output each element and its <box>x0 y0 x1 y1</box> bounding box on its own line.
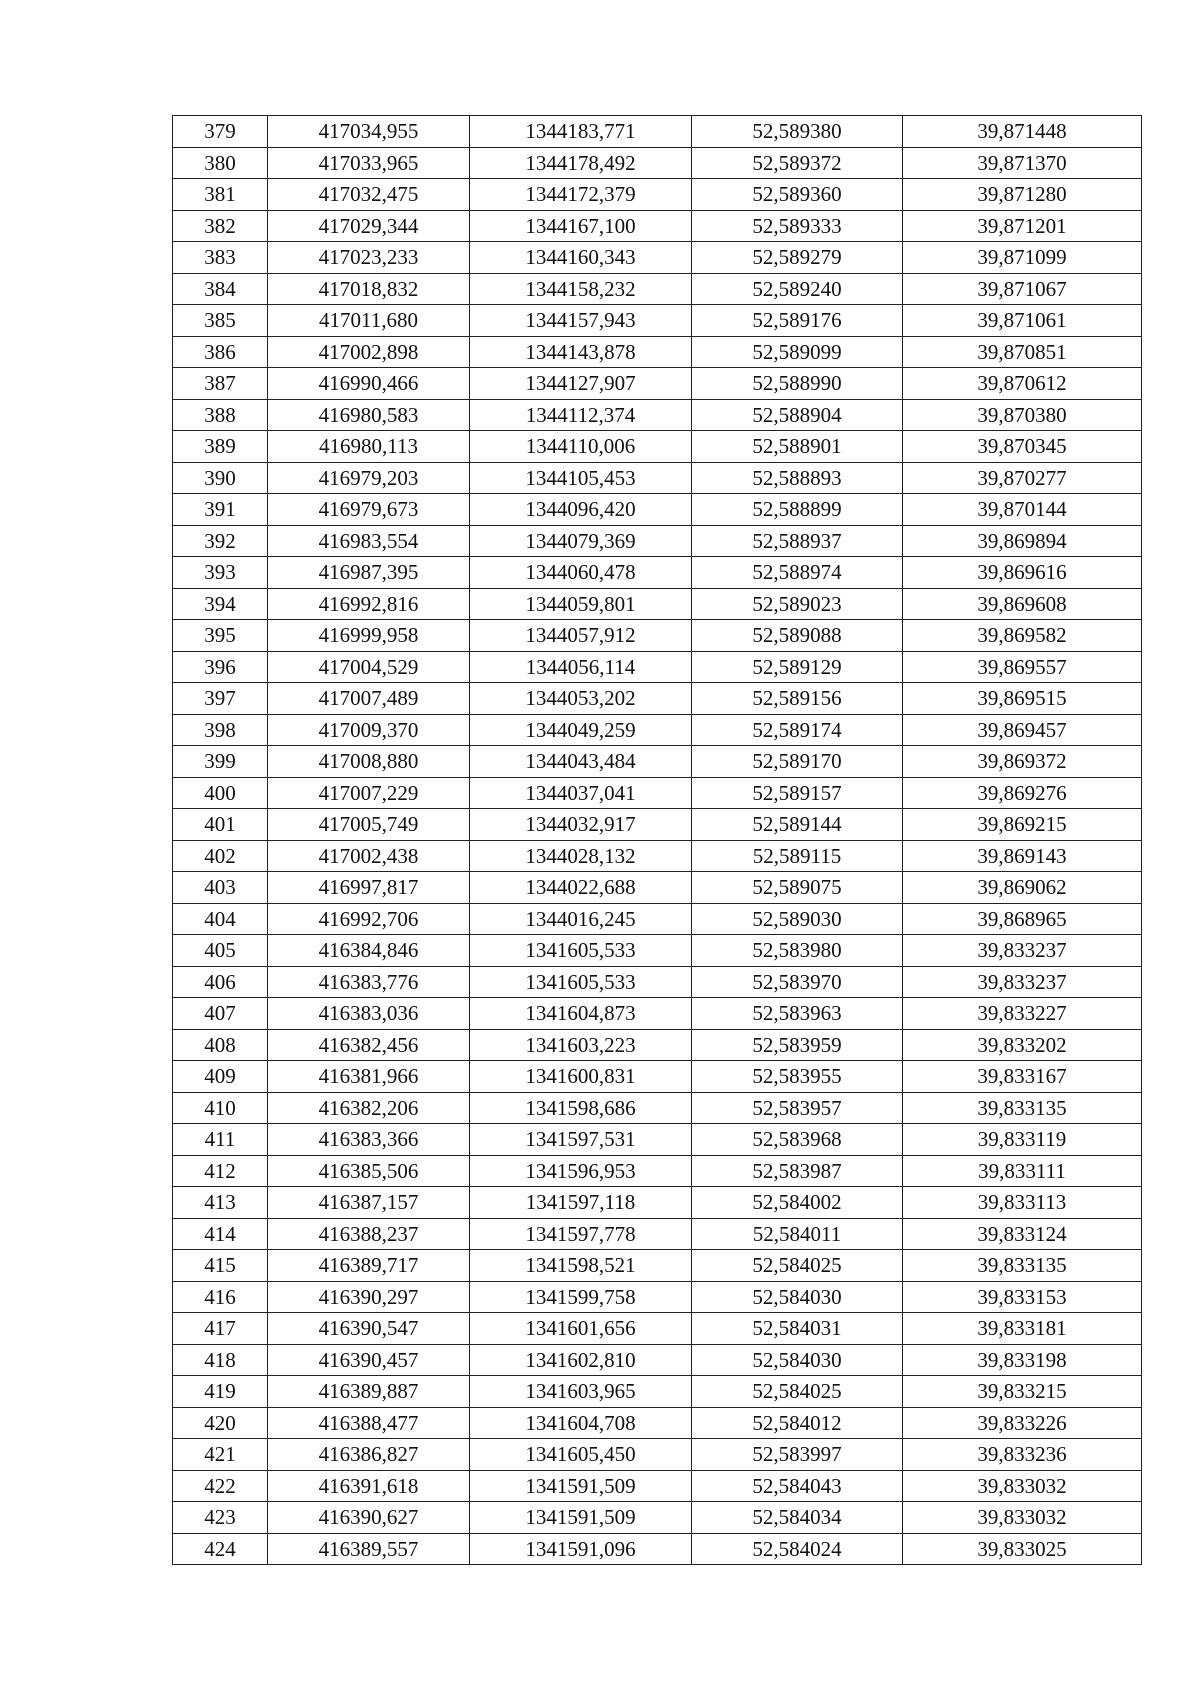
y-coordinate-cell: 1344056,114 <box>470 651 692 683</box>
latitude-cell: 52,588904 <box>692 399 903 431</box>
latitude-cell: 52,588893 <box>692 462 903 494</box>
x-coordinate-cell: 416383,366 <box>268 1124 470 1156</box>
x-coordinate-cell: 416992,816 <box>268 588 470 620</box>
x-coordinate-cell: 416386,827 <box>268 1439 470 1471</box>
table-row <box>173 777 1142 809</box>
x-coordinate-cell: 417029,344 <box>268 210 470 242</box>
y-coordinate-cell: 1344160,343 <box>470 242 692 274</box>
y-coordinate-cell: 1341597,118 <box>470 1187 692 1219</box>
longitude-cell: 39,833113 <box>903 1187 1142 1219</box>
table-row <box>173 1029 1142 1061</box>
y-coordinate-cell: 1344127,907 <box>470 368 692 400</box>
table-row <box>173 525 1142 557</box>
x-coordinate-cell: 417033,965 <box>268 147 470 179</box>
longitude-cell: 39,833226 <box>903 1407 1142 1439</box>
latitude-cell: 52,584043 <box>692 1470 903 1502</box>
x-coordinate-cell: 416389,557 <box>268 1533 470 1565</box>
table-row <box>173 840 1142 872</box>
y-coordinate-cell: 1341598,521 <box>470 1250 692 1282</box>
y-coordinate-cell: 1344157,943 <box>470 305 692 337</box>
latitude-cell: 52,588990 <box>692 368 903 400</box>
table-row <box>173 588 1142 620</box>
longitude-cell: 39,871201 <box>903 210 1142 242</box>
coordinates-table <box>172 115 1142 1565</box>
x-coordinate-cell: 417034,955 <box>268 116 470 148</box>
longitude-cell: 39,869515 <box>903 683 1142 715</box>
latitude-cell: 52,583963 <box>692 998 903 1030</box>
y-coordinate-cell: 1344096,420 <box>470 494 692 526</box>
y-coordinate-cell: 1341603,223 <box>470 1029 692 1061</box>
latitude-cell: 52,583970 <box>692 966 903 998</box>
x-coordinate-cell: 416388,477 <box>268 1407 470 1439</box>
table-row <box>173 1124 1142 1156</box>
latitude-cell: 52,589279 <box>692 242 903 274</box>
table-row <box>173 1313 1142 1345</box>
point-number-cell: 405 <box>173 935 268 967</box>
y-coordinate-cell: 1341600,831 <box>470 1061 692 1093</box>
x-coordinate-cell: 417023,233 <box>268 242 470 274</box>
table-row <box>173 1187 1142 1219</box>
latitude-cell: 52,584034 <box>692 1502 903 1534</box>
x-coordinate-cell: 417011,680 <box>268 305 470 337</box>
x-coordinate-cell: 416389,887 <box>268 1376 470 1408</box>
point-number-cell: 413 <box>173 1187 268 1219</box>
y-coordinate-cell: 1344167,100 <box>470 210 692 242</box>
latitude-cell: 52,589023 <box>692 588 903 620</box>
longitude-cell: 39,871448 <box>903 116 1142 148</box>
point-number-cell: 381 <box>173 179 268 211</box>
latitude-cell: 52,589240 <box>692 273 903 305</box>
point-number-cell: 409 <box>173 1061 268 1093</box>
table-row <box>173 462 1142 494</box>
point-number-cell: 398 <box>173 714 268 746</box>
x-coordinate-cell: 416983,554 <box>268 525 470 557</box>
x-coordinate-cell: 416389,717 <box>268 1250 470 1282</box>
y-coordinate-cell: 1341591,096 <box>470 1533 692 1565</box>
longitude-cell: 39,869276 <box>903 777 1142 809</box>
table-row <box>173 273 1142 305</box>
longitude-cell: 39,869062 <box>903 872 1142 904</box>
x-coordinate-cell: 417007,489 <box>268 683 470 715</box>
longitude-cell: 39,833227 <box>903 998 1142 1030</box>
y-coordinate-cell: 1344053,202 <box>470 683 692 715</box>
longitude-cell: 39,833237 <box>903 935 1142 967</box>
longitude-cell: 39,870144 <box>903 494 1142 526</box>
table-row <box>173 116 1142 148</box>
latitude-cell: 52,589174 <box>692 714 903 746</box>
y-coordinate-cell: 1344016,245 <box>470 903 692 935</box>
y-coordinate-cell: 1341601,656 <box>470 1313 692 1345</box>
latitude-cell: 52,589176 <box>692 305 903 337</box>
y-coordinate-cell: 1341605,533 <box>470 935 692 967</box>
latitude-cell: 52,584024 <box>692 1533 903 1565</box>
latitude-cell: 52,589099 <box>692 336 903 368</box>
x-coordinate-cell: 416999,958 <box>268 620 470 652</box>
x-coordinate-cell: 416384,846 <box>268 935 470 967</box>
x-coordinate-cell: 416390,627 <box>268 1502 470 1534</box>
latitude-cell: 52,583968 <box>692 1124 903 1156</box>
table-row <box>173 557 1142 589</box>
y-coordinate-cell: 1341604,708 <box>470 1407 692 1439</box>
latitude-cell: 52,589030 <box>692 903 903 935</box>
table-row <box>173 1218 1142 1250</box>
y-coordinate-cell: 1344032,917 <box>470 809 692 841</box>
y-coordinate-cell: 1344112,374 <box>470 399 692 431</box>
point-number-cell: 382 <box>173 210 268 242</box>
y-coordinate-cell: 1341596,953 <box>470 1155 692 1187</box>
point-number-cell: 385 <box>173 305 268 337</box>
table-row <box>173 1439 1142 1471</box>
point-number-cell: 410 <box>173 1092 268 1124</box>
table-row <box>173 242 1142 274</box>
latitude-cell: 52,583980 <box>692 935 903 967</box>
point-number-cell: 411 <box>173 1124 268 1156</box>
point-number-cell: 386 <box>173 336 268 368</box>
x-coordinate-cell: 416387,157 <box>268 1187 470 1219</box>
y-coordinate-cell: 1341602,810 <box>470 1344 692 1376</box>
point-number-cell: 416 <box>173 1281 268 1313</box>
x-coordinate-cell: 416979,203 <box>268 462 470 494</box>
latitude-cell: 52,589333 <box>692 210 903 242</box>
latitude-cell: 52,583987 <box>692 1155 903 1187</box>
longitude-cell: 39,869894 <box>903 525 1142 557</box>
x-coordinate-cell: 416382,206 <box>268 1092 470 1124</box>
longitude-cell: 39,869372 <box>903 746 1142 778</box>
longitude-cell: 39,833124 <box>903 1218 1142 1250</box>
y-coordinate-cell: 1344143,878 <box>470 336 692 368</box>
longitude-cell: 39,833135 <box>903 1250 1142 1282</box>
x-coordinate-cell: 416388,237 <box>268 1218 470 1250</box>
y-coordinate-cell: 1341591,509 <box>470 1470 692 1502</box>
point-number-cell: 418 <box>173 1344 268 1376</box>
latitude-cell: 52,589380 <box>692 116 903 148</box>
longitude-cell: 39,833167 <box>903 1061 1142 1093</box>
longitude-cell: 39,869557 <box>903 651 1142 683</box>
x-coordinate-cell: 417007,229 <box>268 777 470 809</box>
longitude-cell: 39,833237 <box>903 966 1142 998</box>
x-coordinate-cell: 416979,673 <box>268 494 470 526</box>
point-number-cell: 383 <box>173 242 268 274</box>
table-row <box>173 305 1142 337</box>
y-coordinate-cell: 1344105,453 <box>470 462 692 494</box>
table-row <box>173 903 1142 935</box>
table-row <box>173 746 1142 778</box>
table-row <box>173 431 1142 463</box>
point-number-cell: 388 <box>173 399 268 431</box>
x-coordinate-cell: 416997,817 <box>268 872 470 904</box>
longitude-cell: 39,833202 <box>903 1029 1142 1061</box>
longitude-cell: 39,870380 <box>903 399 1142 431</box>
longitude-cell: 39,833153 <box>903 1281 1142 1313</box>
latitude-cell: 52,588901 <box>692 431 903 463</box>
latitude-cell: 52,584025 <box>692 1250 903 1282</box>
longitude-cell: 39,871099 <box>903 242 1142 274</box>
point-number-cell: 399 <box>173 746 268 778</box>
latitude-cell: 52,588899 <box>692 494 903 526</box>
x-coordinate-cell: 417002,438 <box>268 840 470 872</box>
x-coordinate-cell: 416381,966 <box>268 1061 470 1093</box>
point-number-cell: 412 <box>173 1155 268 1187</box>
latitude-cell: 52,588937 <box>692 525 903 557</box>
point-number-cell: 406 <box>173 966 268 998</box>
point-number-cell: 387 <box>173 368 268 400</box>
longitude-cell: 39,871061 <box>903 305 1142 337</box>
table-row <box>173 651 1142 683</box>
x-coordinate-cell: 417018,832 <box>268 273 470 305</box>
x-coordinate-cell: 416382,456 <box>268 1029 470 1061</box>
x-coordinate-cell: 416987,395 <box>268 557 470 589</box>
table-row <box>173 714 1142 746</box>
point-number-cell: 380 <box>173 147 268 179</box>
y-coordinate-cell: 1344060,478 <box>470 557 692 589</box>
y-coordinate-cell: 1341597,531 <box>470 1124 692 1156</box>
point-number-cell: 408 <box>173 1029 268 1061</box>
longitude-cell: 39,869608 <box>903 588 1142 620</box>
latitude-cell: 52,589372 <box>692 147 903 179</box>
coordinates-table-body <box>173 116 1142 1565</box>
latitude-cell: 52,584012 <box>692 1407 903 1439</box>
longitude-cell: 39,833198 <box>903 1344 1142 1376</box>
longitude-cell: 39,833119 <box>903 1124 1142 1156</box>
point-number-cell: 404 <box>173 903 268 935</box>
point-number-cell: 423 <box>173 1502 268 1534</box>
latitude-cell: 52,589115 <box>692 840 903 872</box>
latitude-cell: 52,584025 <box>692 1376 903 1408</box>
point-number-cell: 401 <box>173 809 268 841</box>
latitude-cell: 52,583959 <box>692 1029 903 1061</box>
table-row <box>173 1092 1142 1124</box>
y-coordinate-cell: 1344178,492 <box>470 147 692 179</box>
table-row <box>173 620 1142 652</box>
y-coordinate-cell: 1344110,006 <box>470 431 692 463</box>
table-row <box>173 1155 1142 1187</box>
table-row <box>173 1344 1142 1376</box>
x-coordinate-cell: 416391,618 <box>268 1470 470 1502</box>
latitude-cell: 52,584031 <box>692 1313 903 1345</box>
longitude-cell: 39,833111 <box>903 1155 1142 1187</box>
longitude-cell: 39,869215 <box>903 809 1142 841</box>
y-coordinate-cell: 1344037,041 <box>470 777 692 809</box>
latitude-cell: 52,589157 <box>692 777 903 809</box>
latitude-cell: 52,583955 <box>692 1061 903 1093</box>
table-row <box>173 1533 1142 1565</box>
point-number-cell: 415 <box>173 1250 268 1282</box>
longitude-cell: 39,833025 <box>903 1533 1142 1565</box>
point-number-cell: 420 <box>173 1407 268 1439</box>
table-row <box>173 494 1142 526</box>
table-row <box>173 399 1142 431</box>
point-number-cell: 422 <box>173 1470 268 1502</box>
y-coordinate-cell: 1341605,450 <box>470 1439 692 1471</box>
table-row <box>173 1407 1142 1439</box>
point-number-cell: 390 <box>173 462 268 494</box>
latitude-cell: 52,583997 <box>692 1439 903 1471</box>
longitude-cell: 39,871067 <box>903 273 1142 305</box>
table-row <box>173 1281 1142 1313</box>
longitude-cell: 39,833236 <box>903 1439 1142 1471</box>
table-row <box>173 1470 1142 1502</box>
table-row <box>173 966 1142 998</box>
longitude-cell: 39,869143 <box>903 840 1142 872</box>
point-number-cell: 379 <box>173 116 268 148</box>
longitude-cell: 39,869457 <box>903 714 1142 746</box>
longitude-cell: 39,871280 <box>903 179 1142 211</box>
y-coordinate-cell: 1344158,232 <box>470 273 692 305</box>
point-number-cell: 384 <box>173 273 268 305</box>
y-coordinate-cell: 1344079,369 <box>470 525 692 557</box>
table-row <box>173 1061 1142 1093</box>
longitude-cell: 39,870612 <box>903 368 1142 400</box>
x-coordinate-cell: 417009,370 <box>268 714 470 746</box>
latitude-cell: 52,589129 <box>692 651 903 683</box>
latitude-cell: 52,584030 <box>692 1344 903 1376</box>
x-coordinate-cell: 417002,898 <box>268 336 470 368</box>
table-row <box>173 872 1142 904</box>
x-coordinate-cell: 417005,749 <box>268 809 470 841</box>
y-coordinate-cell: 1344057,912 <box>470 620 692 652</box>
point-number-cell: 421 <box>173 1439 268 1471</box>
point-number-cell: 419 <box>173 1376 268 1408</box>
y-coordinate-cell: 1344022,688 <box>470 872 692 904</box>
longitude-cell: 39,868965 <box>903 903 1142 935</box>
longitude-cell: 39,871370 <box>903 147 1142 179</box>
point-number-cell: 403 <box>173 872 268 904</box>
x-coordinate-cell: 416990,466 <box>268 368 470 400</box>
y-coordinate-cell: 1341605,533 <box>470 966 692 998</box>
table-row <box>173 809 1142 841</box>
table-row <box>173 336 1142 368</box>
x-coordinate-cell: 416390,457 <box>268 1344 470 1376</box>
y-coordinate-cell: 1344043,484 <box>470 746 692 778</box>
latitude-cell: 52,588974 <box>692 557 903 589</box>
point-number-cell: 395 <box>173 620 268 652</box>
y-coordinate-cell: 1341598,686 <box>470 1092 692 1124</box>
point-number-cell: 397 <box>173 683 268 715</box>
point-number-cell: 393 <box>173 557 268 589</box>
x-coordinate-cell: 416980,113 <box>268 431 470 463</box>
x-coordinate-cell: 416383,036 <box>268 998 470 1030</box>
longitude-cell: 39,833215 <box>903 1376 1142 1408</box>
x-coordinate-cell: 417004,529 <box>268 651 470 683</box>
point-number-cell: 400 <box>173 777 268 809</box>
table-row <box>173 935 1142 967</box>
table-row <box>173 1376 1142 1408</box>
longitude-cell: 39,870277 <box>903 462 1142 494</box>
longitude-cell: 39,870345 <box>903 431 1142 463</box>
point-number-cell: 391 <box>173 494 268 526</box>
point-number-cell: 402 <box>173 840 268 872</box>
latitude-cell: 52,583957 <box>692 1092 903 1124</box>
point-number-cell: 396 <box>173 651 268 683</box>
latitude-cell: 52,589075 <box>692 872 903 904</box>
table-row <box>173 683 1142 715</box>
table-row <box>173 147 1142 179</box>
latitude-cell: 52,589156 <box>692 683 903 715</box>
point-number-cell: 392 <box>173 525 268 557</box>
x-coordinate-cell: 416390,297 <box>268 1281 470 1313</box>
y-coordinate-cell: 1344049,259 <box>470 714 692 746</box>
x-coordinate-cell: 416980,583 <box>268 399 470 431</box>
longitude-cell: 39,870851 <box>903 336 1142 368</box>
point-number-cell: 414 <box>173 1218 268 1250</box>
point-number-cell: 389 <box>173 431 268 463</box>
table-row <box>173 210 1142 242</box>
x-coordinate-cell: 416992,706 <box>268 903 470 935</box>
x-coordinate-cell: 417032,475 <box>268 179 470 211</box>
longitude-cell: 39,833135 <box>903 1092 1142 1124</box>
y-coordinate-cell: 1341603,965 <box>470 1376 692 1408</box>
latitude-cell: 52,589088 <box>692 620 903 652</box>
x-coordinate-cell: 417008,880 <box>268 746 470 778</box>
y-coordinate-cell: 1341597,778 <box>470 1218 692 1250</box>
longitude-cell: 39,833032 <box>903 1502 1142 1534</box>
latitude-cell: 52,589360 <box>692 179 903 211</box>
longitude-cell: 39,833181 <box>903 1313 1142 1345</box>
x-coordinate-cell: 416385,506 <box>268 1155 470 1187</box>
table-row <box>173 998 1142 1030</box>
y-coordinate-cell: 1344059,801 <box>470 588 692 620</box>
latitude-cell: 52,589144 <box>692 809 903 841</box>
table-row <box>173 1250 1142 1282</box>
point-number-cell: 394 <box>173 588 268 620</box>
y-coordinate-cell: 1341591,509 <box>470 1502 692 1534</box>
y-coordinate-cell: 1344183,771 <box>470 116 692 148</box>
table-row <box>173 368 1142 400</box>
latitude-cell: 52,584011 <box>692 1218 903 1250</box>
y-coordinate-cell: 1344172,379 <box>470 179 692 211</box>
longitude-cell: 39,869616 <box>903 557 1142 589</box>
longitude-cell: 39,869582 <box>903 620 1142 652</box>
x-coordinate-cell: 416390,547 <box>268 1313 470 1345</box>
latitude-cell: 52,584030 <box>692 1281 903 1313</box>
longitude-cell: 39,833032 <box>903 1470 1142 1502</box>
y-coordinate-cell: 1344028,132 <box>470 840 692 872</box>
point-number-cell: 407 <box>173 998 268 1030</box>
table-row <box>173 1502 1142 1534</box>
table-row <box>173 179 1142 211</box>
x-coordinate-cell: 416383,776 <box>268 966 470 998</box>
point-number-cell: 424 <box>173 1533 268 1565</box>
point-number-cell: 417 <box>173 1313 268 1345</box>
y-coordinate-cell: 1341599,758 <box>470 1281 692 1313</box>
latitude-cell: 52,584002 <box>692 1187 903 1219</box>
y-coordinate-cell: 1341604,873 <box>470 998 692 1030</box>
latitude-cell: 52,589170 <box>692 746 903 778</box>
